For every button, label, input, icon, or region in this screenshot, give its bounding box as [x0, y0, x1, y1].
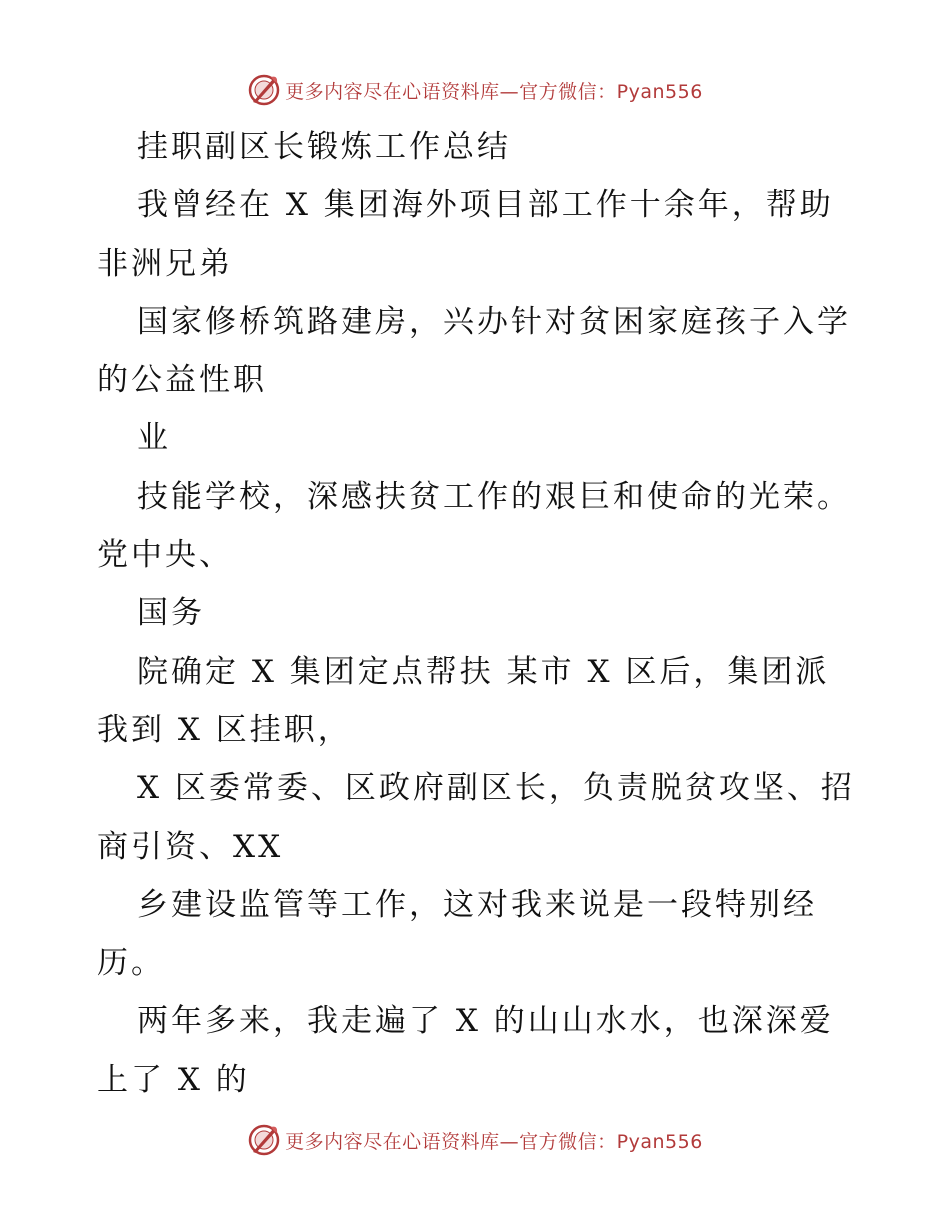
text-line: 技能学校，深感扶贫工作的艰巨和使命的光荣。 [137, 478, 851, 515]
quill-logo-icon [247, 1123, 281, 1157]
text-line: 的公益性职 [97, 362, 267, 399]
text-line: 乡建设监管等工作，这对我来说是一段特别经 [137, 886, 817, 923]
text-line: 非洲兄弟 [97, 245, 233, 282]
document-body [97, 118, 867, 1109]
watermark-text: 更多内容尽在心语资料库—官方微信：Pyan556 [285, 80, 703, 103]
document-title: 挂职副区长锻炼工作总结 [137, 129, 511, 165]
text-line: 上了 X 的 [97, 1061, 250, 1098]
text-line: 历。 [97, 945, 165, 982]
text-line: 国务 [137, 595, 205, 632]
text-line: 我曾经在 X 集团海外项目部工作十余年，帮助 [137, 187, 834, 224]
text-line: 两年多来，我走遍了 X 的山山水水，也深深爱 [137, 1003, 834, 1040]
text-line: X 区委常委、区政府副区长，负责脱贫攻坚、招 [137, 770, 855, 807]
text-line: 商引资、XX [97, 828, 284, 865]
quill-logo-icon [247, 73, 281, 107]
text-line: 我到 X 区挂职， [97, 711, 352, 748]
text-line: 党中央、 [97, 537, 233, 574]
text-line: 国家修桥筑路建房，兴办针对贫困家庭孩子入学 [137, 303, 851, 340]
text-line: 院确定 X 集团定点帮扶 某市 X 区后，集团派 [137, 653, 830, 690]
text-line: 业 [137, 420, 171, 457]
footer-watermark-banner [0, 1120, 950, 1160]
header-watermark-banner [0, 70, 950, 110]
watermark-text: 更多内容尽在心语资料库—官方微信：Pyan556 [285, 1130, 703, 1153]
